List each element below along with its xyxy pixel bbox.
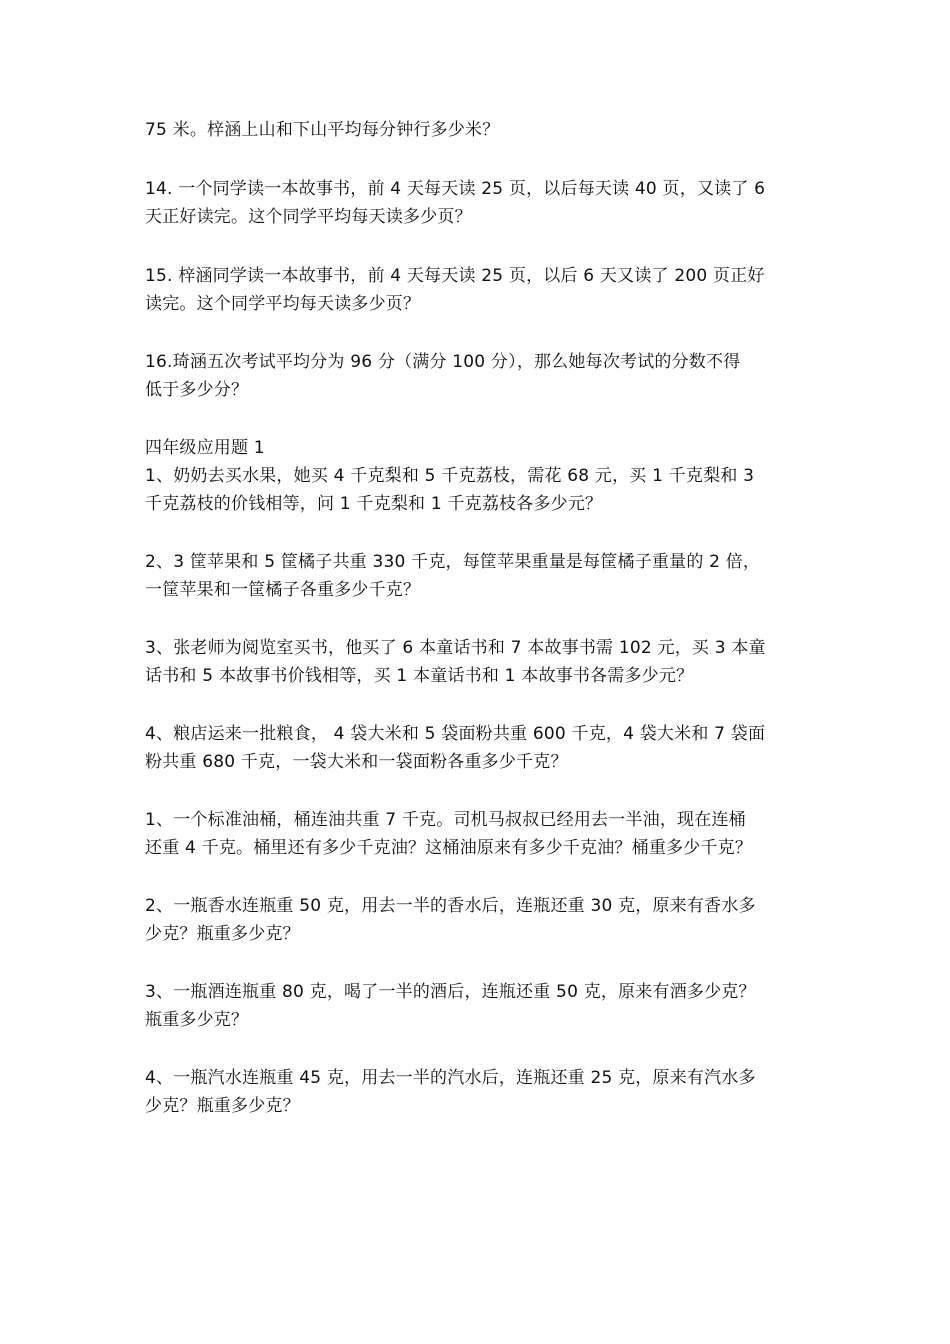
text-line: 75 米。梓涵上山和下山平均每分钟行多少米？	[145, 120, 500, 140]
text-line: 4、粮店运来一批粮食， 4 袋大米和 5 袋面粉共重 600 千克，4 袋大米和 7 袋面	[145, 724, 766, 744]
text-line: 2、一瓶香水连瓶重 50 克，用去一半的香水后，连瓶还重 30 克，原来有香水多	[145, 896, 756, 916]
text-line: 1、一个标准油桶，桶连油共重 7 千克。司机马叔叔已经用去一半油，现在连桶	[145, 810, 746, 830]
text-line: 少克？瓶重多少克？	[145, 1096, 300, 1116]
text-line: 1、奶奶去买水果，她买 4 千克梨和 5 千克荔枝，需花 68 元，买 1 千克梨和 3	[145, 466, 755, 486]
text-line: 天正好读完。这个同学平均每天读多少页？	[145, 207, 472, 227]
text-line: 瓶重多少克？	[145, 1010, 249, 1030]
text-line: 2、3 筐苹果和 5 筐橘子共重 330 千克，每筐苹果重量是每筐橘子重量的 2 倍，	[145, 552, 761, 572]
text-line: 读完。这个同学平均每天读多少页？	[145, 294, 421, 314]
text-line: 15. 梓涵同学读一本故事书，前 4 天每天读 25 页，以后 6 天又读了 200 页正好	[145, 266, 765, 286]
text-line: 一筐苹果和一筐橘子各重多少千克？	[145, 580, 421, 600]
text-line: 3、张老师为阅览室买书，他买了 6 本童话书和 7 本故事书需 102 元，买 3 本童	[145, 638, 766, 658]
text-line: 千克荔枝的价钱相等，问 1 千克梨和 1 千克荔枝各多少元？	[145, 494, 603, 514]
text-line: 低于多少分？	[145, 380, 249, 400]
text-line: 4、一瓶汽水连瓶重 45 克，用去一半的汽水后，连瓶还重 25 克，原来有汽水多	[145, 1068, 756, 1088]
section-title: 四年级应用题 1	[145, 438, 265, 458]
text-line: 话书和 5 本故事书价钱相等，买 1 本童话书和 1 本故事书各需多少元？	[145, 666, 694, 686]
text-line: 少克？瓶重多少克？	[145, 924, 300, 944]
text-line: 粉共重 680 千克，一袋大米和一袋面粉各重多少千克？	[145, 752, 568, 772]
text-line: 还重 4 千克。桶里还有多少千克油？这桶油原来有多少千克油？桶重多少千克？	[145, 838, 753, 858]
text-line: 14. 一个同学读一本故事书，前 4 天每天读 25 页，以后每天读 40 页，又读了 6	[145, 179, 766, 199]
text-line: 16.琦涵五次考试平均分为 96 分（满分 100 分），那么她每次考试的分数不得	[145, 352, 741, 372]
text-line: 3、一瓶酒连瓶重 80 克，喝了一半的酒后，连瓶还重 50 克，原来有酒多少克？	[145, 982, 756, 1002]
